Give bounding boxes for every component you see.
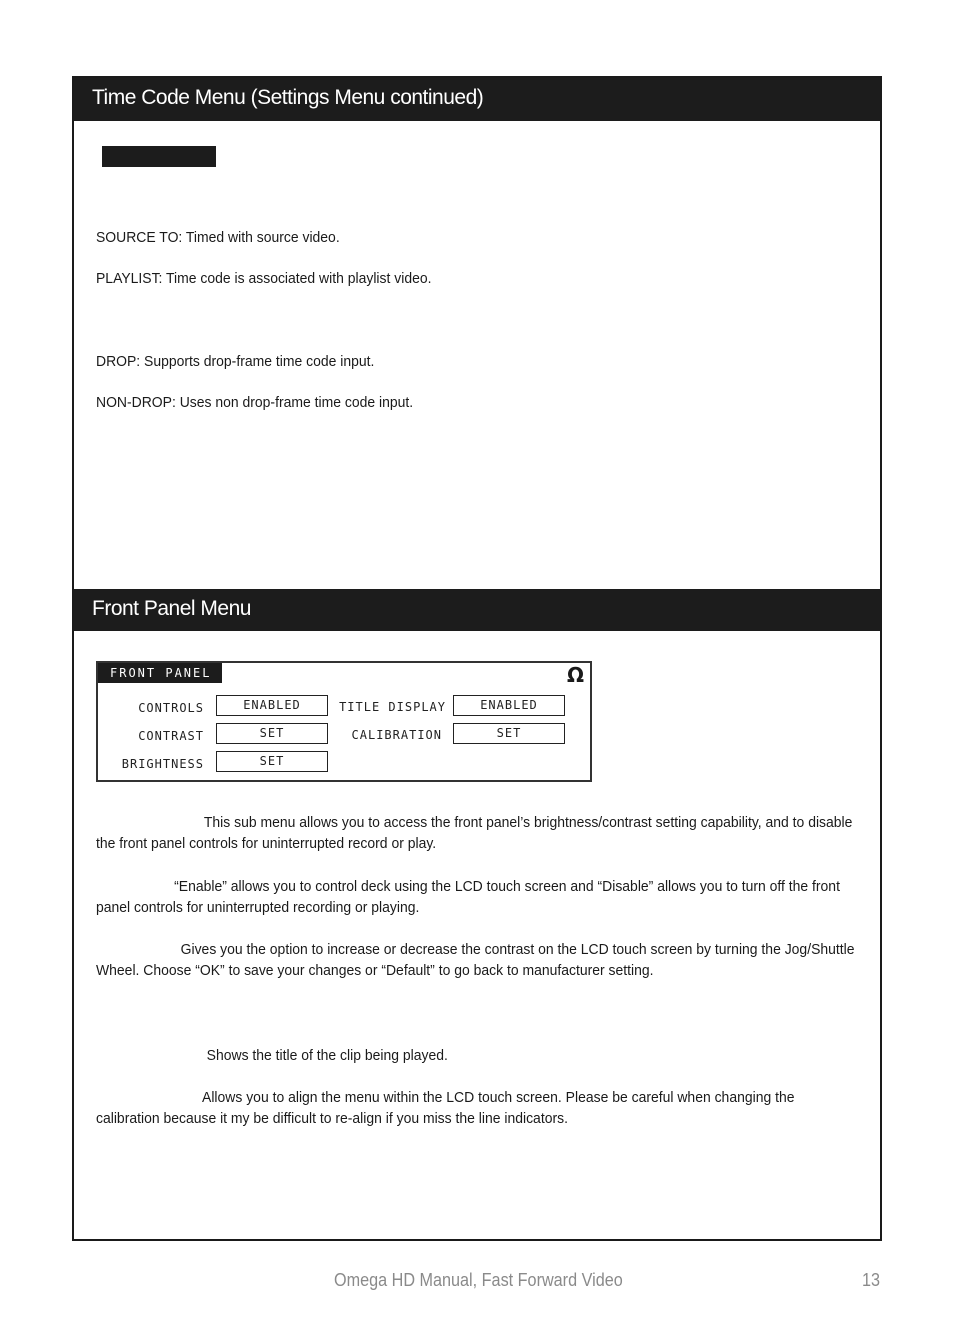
- black-label-bar: [102, 146, 216, 167]
- section-title: Time Code Menu (Settings Menu continued): [92, 86, 484, 109]
- page-frame: [72, 76, 882, 1241]
- brightness-label: BRIGHTNESS: [121, 757, 204, 771]
- brightness-set-button: SET: [216, 751, 328, 772]
- page-number: 13: [862, 1270, 881, 1290]
- title-display-paragraph: Shows the title of the clip being played.: [206, 1047, 448, 1064]
- front-panel-intro-paragraph: This sub menu allows you to access the front panel’s brightness/contrast setting capability, and to disable the front panel controls for uninterrupted record or play.: [96, 814, 853, 852]
- controls-enabled-button: ENABLED: [216, 695, 328, 716]
- calibration-set-button: SET: [453, 723, 565, 744]
- contrast-paragraph: Gives you the option to increase or decrease the contrast on the LCD touch screen by turning the Jog/Shuttle Wheel. Choose “OK” to save your changes or “Default” to go back to manufacturer setting.: [96, 941, 855, 979]
- playlist-line: PLAYLIST: Time code is associated with playlist video.: [96, 270, 432, 287]
- section-header-time-code: [74, 78, 880, 121]
- section-title: Front Panel Menu: [92, 597, 251, 620]
- footer-title: Omega HD Manual, Fast Forward Video: [334, 1270, 623, 1290]
- section-header-front-panel: [74, 589, 880, 631]
- title-display-enabled-button: ENABLED: [453, 695, 565, 716]
- non-drop-line: NON-DROP: Uses non drop-frame time code input.: [96, 394, 414, 411]
- front-panel-lcd-illustration: [96, 661, 592, 782]
- title-display-label: TITLE DISPLAY: [339, 700, 446, 714]
- contrast-label: CONTRAST: [138, 729, 204, 743]
- calibration-label: CALIBRATION: [351, 728, 442, 742]
- contrast-set-button: SET: [216, 723, 328, 744]
- controls-paragraph: “Enable” allows you to control deck using the LCD touch screen and “Disable” allows you to turn off the front panel controls for uninterrupted recording or playing.: [96, 878, 840, 916]
- lcd-panel-title: FRONT PANEL: [98, 663, 222, 683]
- omega-logo-icon: Ω: [566, 663, 584, 687]
- source-to-line: SOURCE TO: Timed with source video.: [96, 229, 340, 246]
- calibration-paragraph: Allows you to align the menu within the LCD touch screen. Please be careful when changing the calibration because it my be difficult to re-align if you miss the line indicators.: [96, 1089, 795, 1127]
- drop-line: DROP: Supports drop-frame time code input.: [96, 353, 375, 370]
- controls-label: CONTROLS: [138, 701, 204, 715]
